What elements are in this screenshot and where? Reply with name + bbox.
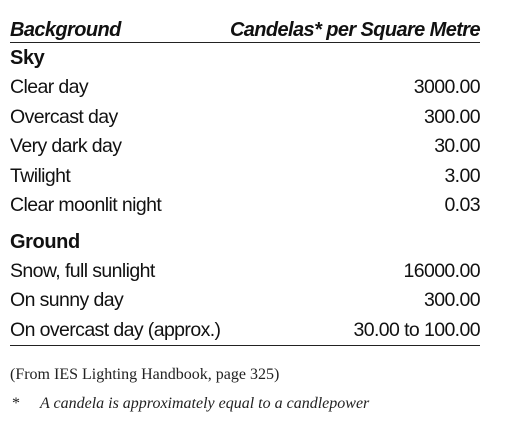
header-background: Background [10,19,121,41]
row-value: 30.00 [434,135,480,158]
table-row [10,103,480,133]
row-label: Twilight [10,164,71,187]
table-row [10,316,480,347]
row-value: 3.00 [444,164,480,187]
table-row [10,257,480,287]
table-row [10,73,480,103]
row-value: 0.03 [444,194,480,217]
row-value: 16000.00 [403,259,480,282]
source-note: (From IES Lighting Handbook, page 325) [10,366,280,383]
row-value: 300.00 [423,105,480,128]
row-label: Very dark day [10,135,122,158]
section-title-sky: Sky [10,47,45,69]
row-label: On sunny day [10,289,124,312]
section-sky [10,43,480,221]
row-label: Snow, full sunlight [10,259,155,282]
row-label: Overcast day [10,105,118,128]
table-row [10,132,480,162]
row-value: 30.00 to 100.00 [353,318,480,341]
row-label: Clear day [10,76,89,99]
footnote-asterisk: * [12,395,20,412]
table-header [10,14,480,43]
row-label: Clear moonlit night [10,194,162,217]
row-value: 3000.00 [413,76,480,99]
header-candelas: Candelas* per Square Metre [229,19,480,41]
row-label: On overcast day (approx.) [10,318,221,341]
section-title-ground: Ground [10,230,80,253]
luminance-table [10,14,480,346]
section-ground [10,227,480,347]
footnote-text: A candela is approximately equal to a candlepower [40,395,370,412]
row-value: 300.00 [423,289,480,312]
table-row [10,286,480,316]
table-row [10,162,480,192]
footnote [12,395,369,413]
table-row [10,191,480,221]
